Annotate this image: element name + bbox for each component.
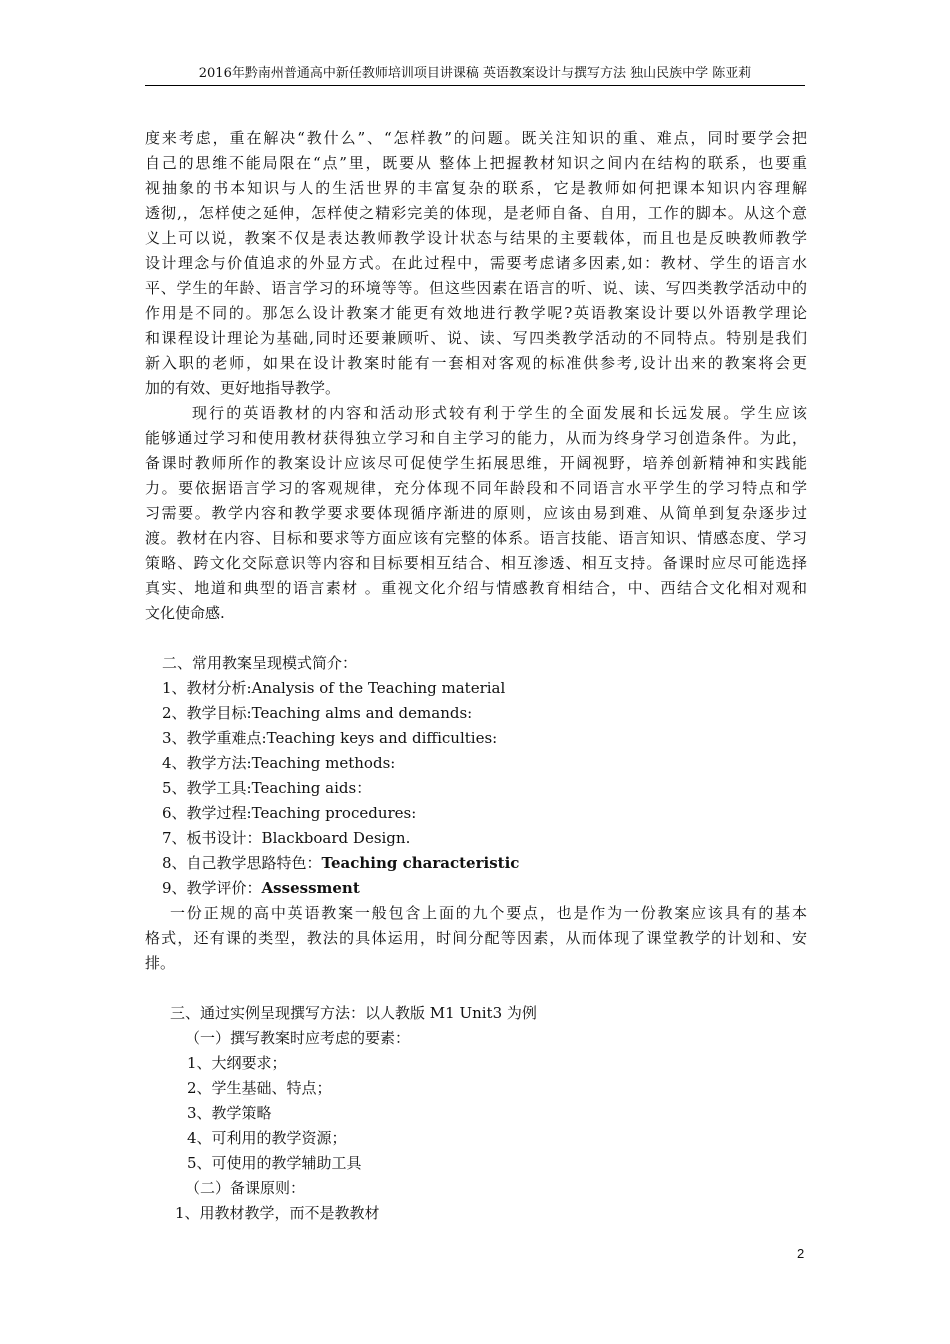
paragraph-line: 设计理念与价值追求的外显方式。在此过程中，需要考虑诸多因素,如：教材、学生的语言水 — [145, 254, 807, 272]
paragraph-line: 和课程设计理论为基础,同时还要兼顾听、说、读、写四类教学活动的不同特点。特别是我们 — [145, 329, 807, 347]
header-rule — [145, 85, 805, 86]
list-item-prefix: 8、自己教学思路特色： — [162, 854, 322, 872]
list-item — [162, 878, 360, 898]
paragraph-line: 加的有效、更好地指导教学。 — [145, 379, 341, 397]
list-item: 6、教学过程:Teaching procedures: — [162, 804, 417, 822]
list-item: 5、教学工具:Teaching aids： — [162, 779, 372, 797]
paragraph-line: 视抽象的书本知识与人的生活世界的丰富复杂的联系，它是教师如何把课本知识内容理解 — [145, 179, 807, 197]
paragraph-line: 排。 — [145, 954, 176, 972]
list-item: 2、学生基础、特点； — [187, 1079, 332, 1097]
paragraph-line: 能够通过学习和使用教材获得独立学习和自主学习的能力，从而为终身学习创造条件。为此， — [145, 429, 807, 447]
list-item: 7、板书设计：Blackboard Design. — [162, 829, 411, 847]
paragraph-line: 渡。教材在内容、目标和要求等方面应该有完整的体系。语言技能、语言知识、情感态度、学习 — [145, 529, 807, 547]
paragraph-line: 平、学生的年龄、语言学习的环境等等。但这些因素在语言的听、说、读、写四类教学活动中的 — [145, 279, 807, 297]
paragraph-line: 义上可以说，教案不仅是表达教师教学设计状态与结果的主要载体，而且也是反映教师教学 — [145, 229, 807, 247]
paragraph-line: 作用是不同的。那怎么设计教案才能更有效地进行教学呢?英语教案设计要以外语教学理论 — [145, 304, 807, 322]
page-header: 2016年黔南州普通高中新任教师培训项目讲课稿 英语教案设计与撰写方法 独山民族中学 陈亚莉 — [198, 66, 752, 81]
paragraph-line: 现行的英语教材的内容和活动形式较有利于学生的全面发展和长远发展。学生应该 — [192, 404, 807, 422]
list-item: 4、可利用的教学资源； — [187, 1129, 347, 1147]
list-item: 3、教学重难点:Teaching keys and difficulties: — [162, 729, 498, 747]
list-item: 1、大纲要求； — [187, 1054, 287, 1072]
paragraph-line: 度来考虑，重在解决“教什么”、“怎样教”的问题。既关注知识的重、难点，同时要学会把 — [145, 129, 807, 147]
list-item-bold: Teaching characteristic — [321, 854, 520, 872]
paragraph-line: 透彻,，怎样使之延伸，怎样使之精彩完美的体现，是老师自备、自用，工作的脚本。从这个意 — [145, 204, 807, 222]
subsection-heading: （二）备课原则： — [185, 1179, 306, 1197]
paragraph-line: 一份正规的高中英语教案一般包含上面的九个要点，也是作为一份教案应该具有的基本 — [170, 904, 807, 922]
paragraph-line: 自己的思维不能局限在“点”里，既要从 整体上把握教材知识之间内在结构的联系，也要重 — [145, 154, 807, 172]
list-item: 4、教学方法:Teaching methods: — [162, 754, 396, 772]
paragraph-line: 习需要。教学内容和教学要求要体现循序渐进的原则，应该由易到难、从简单到复杂逐步过 — [145, 504, 807, 522]
list-item: 1、用教材教学，而不是教教材 — [175, 1204, 380, 1222]
paragraph-line: 策略、跨文化交际意识等内容和目标要相互结合、相互渗透、相互支持。备课时应尽可能选择 — [145, 554, 807, 572]
paragraph-line: 文化使命感. — [145, 604, 225, 622]
paragraph-line: 备课时教师所作的教案设计应该尽可促使学生拓展思维，开阔视野，培养创新精神和实践能 — [145, 454, 807, 472]
list-item: 3、教学策略 — [187, 1104, 272, 1122]
list-item: 1、教材分析:Analysis of the Teaching material — [162, 679, 506, 697]
paragraph-line: 新入职的老师，如果在设计教案时能有一套相对客观的标准供参考,设计出来的教案将会更 — [145, 354, 807, 372]
list-item-prefix: 9、教学评价： — [162, 879, 262, 897]
paragraph-line: 力。要依据语言学习的客观规律，充分体现不同年龄段和不同语言水平学生的学习特点和学 — [145, 479, 807, 497]
section-heading: 二、常用教案呈现模式简介： — [162, 654, 358, 672]
list-item: 5、可使用的教学辅助工具 — [187, 1154, 362, 1172]
list-item — [162, 853, 519, 873]
list-item: 2、教学目标:Teaching alms and demands: — [162, 704, 473, 722]
paragraph-line: 格式，还有课的类型，教法的具体运用，时间分配等因素，从而体现了课堂教学的计划和、安 — [145, 929, 807, 947]
section-heading: 三、通过实例呈现撰写方法：以人教版 M1 Unit3 为例 — [170, 1004, 537, 1022]
paragraph-line: 真实、地道和典型的语言素材 。重视文化介绍与情感教育相结合，中、西结合文化相对观和 — [145, 579, 807, 597]
subsection-heading: （一）撰写教案时应考虑的要素： — [185, 1029, 411, 1047]
list-item-bold: Assessment — [261, 879, 360, 897]
page-number: 2 — [797, 1246, 805, 1261]
